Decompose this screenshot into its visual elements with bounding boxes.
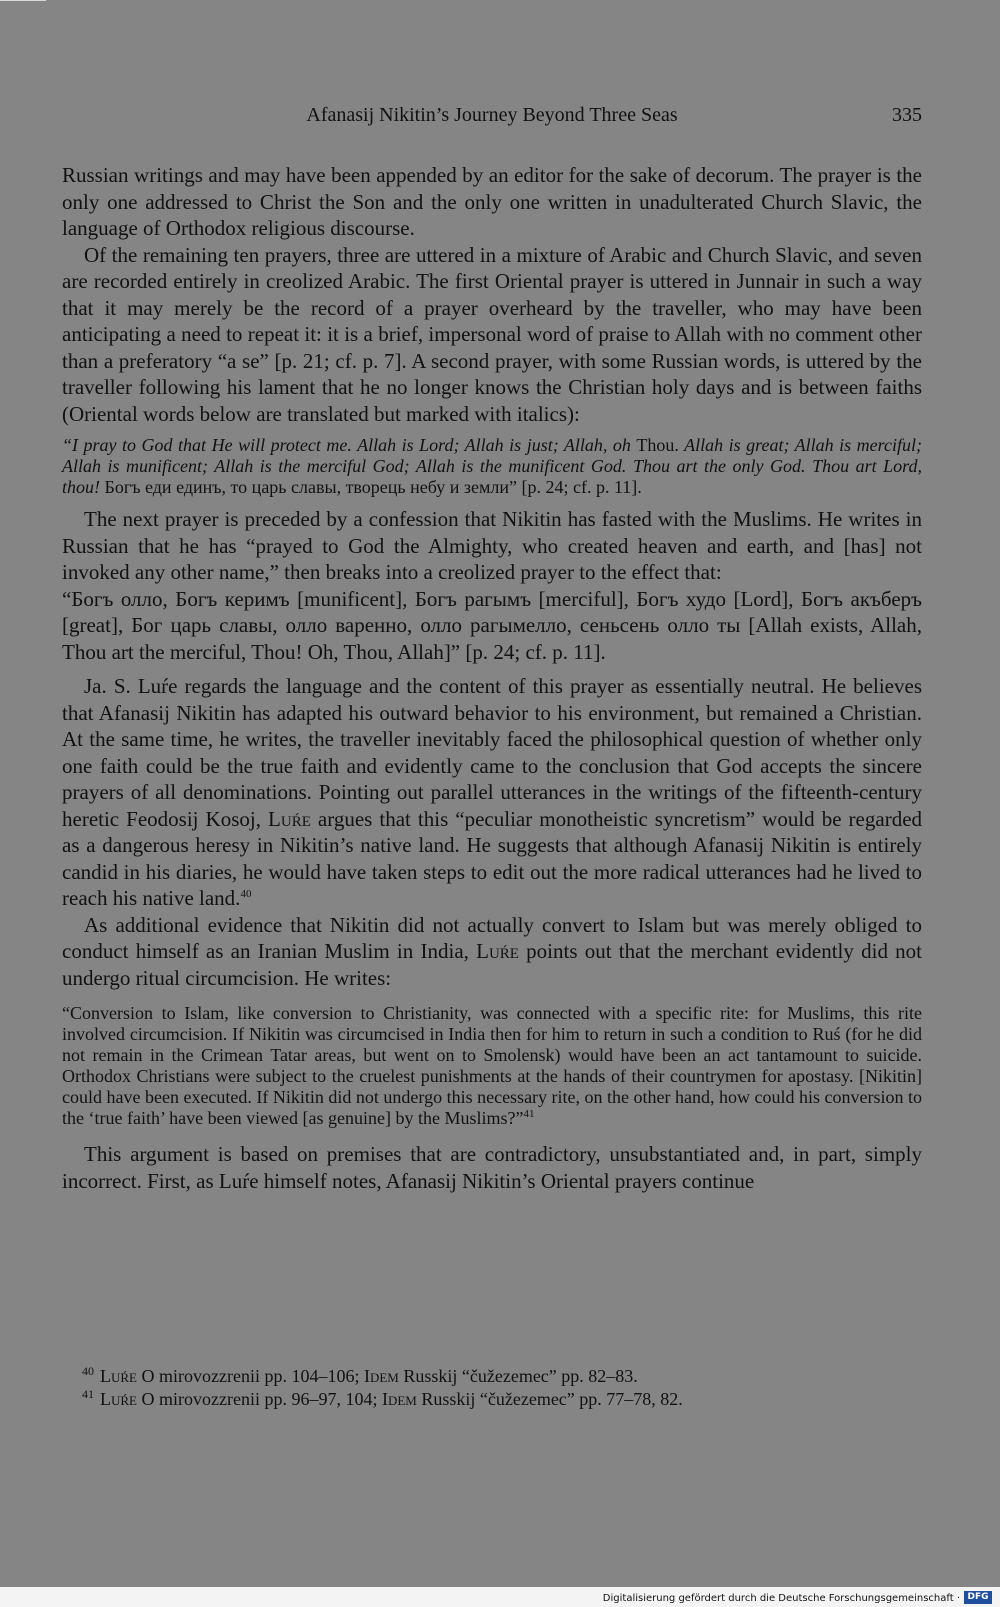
footnote-41 <box>82 1388 922 1411</box>
paragraph-6: This argument is based on premises that are contradictory, unsubstantiated and, in part, simply incorrect. First, as Luŕe himself notes, Afanasij Nikitin’s Oriental prayers continue <box>62 1142 922 1193</box>
footnote-author: Luŕe <box>100 1366 137 1386</box>
running-title: Afanasij Nikitin’s Journey Beyond Three Seas <box>306 104 678 126</box>
footnote-text: Russkij “čužezemec” pp. 77–78, 82. <box>416 1389 683 1409</box>
paragraph-1: Russian writings and may have been appended by an editor for the sake of decorum. The prayer is the only one addressed to Christ the Son and the only one written in unadulterated Church Slavic, the language of Orthodox religious discourse. <box>62 163 922 240</box>
paragraph-4-text-a: Ja. S. Luŕe regards the language and the content of this prayer as essentially neutral. He believes that Afanasij Nikitin has adapted his outward behavior to his environment, but remained a Christian. At the same time, he writes, the traveller inevitably faced the philosophical question of whether only one faith could be the true faith and evidently came to the conclusion that God accepts the sincere prayers of all denominations. Pointing out parallel utterances in the writings of the fifteenth-century heretic Feodosij Kosoj, <box>62 674 922 831</box>
digitization-credit: Digitalisierung gefördert durch die Deutsche Forschungsgemeinschaft · <box>602 1593 960 1604</box>
author-name: Luŕe <box>268 806 311 831</box>
digitization-footer <box>0 1587 1000 1607</box>
footnote-number: 40 <box>82 1364 94 1378</box>
quote-lure <box>62 1003 922 1129</box>
running-head <box>62 104 922 132</box>
footnote-author: Luŕe <box>100 1389 137 1409</box>
footnote-text: O mirovozzrenii pp. 104–106; <box>137 1366 364 1386</box>
footnote-number: 41 <box>82 1387 94 1401</box>
author-name: Luŕe <box>476 939 519 963</box>
quote-italic-2: Allah is great; Allah is merciful; Allah is munificent; Allah is the merciful God; Allah is the munificent God. Thou art the only God. Thou art Lord, thou! <box>62 435 922 497</box>
quote-roman-2: Богъ еди единъ, то царь славы, творець небу и земли” [p. 24; cf. p. 11]. <box>104 477 642 497</box>
footnote-40 <box>82 1365 922 1388</box>
quote-lure-text: “Conversion to Islam, like conversion to Christianity, was connected with a specific rite: for Muslims, this rite involved circumcision. If Nikitin was circumcised in India then for him to return in such a condition to Ruś (for he did not remain in the Crimean Tatar areas, but went on to Smolensk) would have been an act tantamount to suicide. Orthodox Christians were subject to the cruelest punishments at the hands of their countrymen for apostasy. [Nikitin] could have been executed. If Nikitin did not undergo this necessary rite, on the other hand, how could his conversion to the ‘true faith’ have been viewed [as genuine] by the Muslims?” <box>62 1003 922 1128</box>
footnote-idem: Idem <box>363 1366 399 1386</box>
paragraph-3: The next prayer is preceded by a confession that Nikitin has fasted with the Muslims. He writes in Russian that he has “prayed to God the Almighty, who created heaven and earth, and [has] not invoked any other name,” then breaks into a creolized prayer to the effect that: <box>62 507 922 584</box>
footnote-ref-41[interactable]: 41 <box>523 1108 535 1120</box>
quote-italic-1: “I pray to God that He will protect me. Allah is Lord; Allah is just; Allah, oh <box>62 435 637 455</box>
paragraph-5 <box>62 912 922 992</box>
paragraph-4-text-b: argues that this “peculiar monotheistic syncretism” would be regarded as a dangerous heresy in Nikitin’s native land. He suggests that although Afanasij Nikitin is entirely candid in his diaries, he would have taken steps to edit out the more radical utterances had he lived to reach his native land. <box>62 806 923 910</box>
paragraph-5-text-a: As additional evidence that Nikitin did not actually convert to Islam but was merely obliged to conduct himself as an Iranian Muslim in India, <box>62 912 922 963</box>
quote-prayer-1 <box>62 435 922 498</box>
paragraph-4 <box>62 673 922 912</box>
footnote-text: O mirovozzrenii pp. 96–97, 104; <box>137 1389 382 1409</box>
dfg-logo: DFG <box>964 1591 992 1604</box>
footnote-ref-40[interactable]: 40 <box>240 888 252 900</box>
quote-roman-1: Thou. <box>636 435 679 455</box>
page-number: 335 <box>892 104 922 126</box>
scan-edge-mark <box>0 0 46 1</box>
footnote-text: Russkij “čužezemec” pp. 82–83. <box>398 1366 638 1386</box>
quote-prayer-2: “Богъ олло, Богъ керимъ [munificent], Богъ рагымъ [merciful], Богъ худо [Lord], Богъ акъберъ [great], Бог царь славы, олло варенно, олло рагымелло, сеньсень олло ты [Allah exists, Allah, Thou art the merciful, Thou! Oh, Thou, Allah]” [p. 24; cf. p. 11]. <box>62 586 922 664</box>
footnotes <box>82 1365 922 1411</box>
page-body <box>62 162 922 1194</box>
paragraph-5-text-b: points out that the merchant evidently did not undergo ritual circumcision. He writes: <box>62 939 923 990</box>
paragraph-2: Of the remaining ten prayers, three are uttered in a mixture of Arabic and Church Slavic, and seven are recorded entirely in creolized Arabic. The first Oriental prayer is uttered in Junnair in such a way that it may merely be the record of a prayer overheard by the traveller, who may have been anticipating a need to repeat it: it is a brief, impersonal word of praise to Allah with no comment other than a preferatory “a se” [p. 21; cf. p. 7]. A second prayer, with some Russian words, is uttered by the traveller following his lament that he no longer knows the Christian holy days and is between faiths (Oriental words below are translated but marked with italics): <box>62 242 922 426</box>
footnote-idem: Idem <box>381 1389 417 1409</box>
